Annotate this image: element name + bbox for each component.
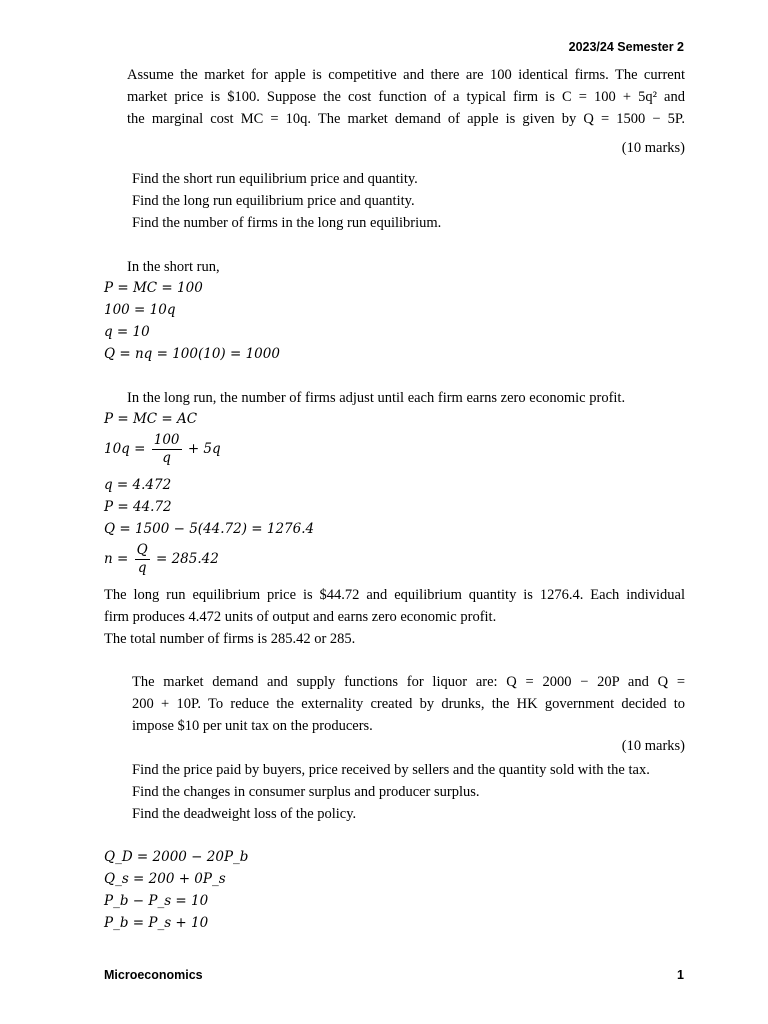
q2-eq-1: Q_D = 2000 − 20P_b	[104, 849, 249, 865]
q1-conclusion	[104, 584, 685, 650]
q2-eq-4: P_b = P_s + 10	[104, 915, 209, 931]
short-run-eq-4: Q = nq = 100(10) = 1000	[104, 346, 280, 362]
q2-marks: (10 marks)	[621, 738, 685, 754]
frac-100-over-q	[152, 432, 182, 467]
q1-task-3: Find the number of firms in the long run equilibrium.	[132, 215, 442, 231]
q2-task-3: Find the deadweight loss of the policy.	[132, 806, 357, 822]
short-run-intro: In the short run,	[127, 259, 220, 275]
q1-task-2: Find the long run equilibrium price and quantity.	[132, 193, 415, 209]
q2-tasks	[132, 759, 692, 825]
conclusion-line-3: The total number of firms is 285.42 or 285.	[104, 631, 356, 647]
q1-marks: (10 marks)	[621, 140, 685, 156]
frac-Q-over-q	[135, 542, 150, 577]
q1-tasks	[132, 168, 692, 234]
q2-intro-line-2: 200 + 10P. To reduce the externality created by drunks, the HK government decided to	[132, 696, 685, 712]
q1-intro-line-1: Assume the market for apple is competitive and there are 100 identical firms. The current	[127, 67, 685, 83]
footer-page-number: 1	[677, 968, 684, 982]
short-run-eq-3: q = 10	[104, 324, 150, 340]
q1-task-1: Find the short run equilibrium price and quantity.	[132, 171, 418, 187]
q1-intro	[127, 64, 685, 130]
n-frac-den: q	[137, 560, 147, 576]
frac-eq-left: 10q =	[104, 441, 146, 457]
q2-eq-3: P_b − P_s = 10	[104, 893, 209, 909]
short-run-eq-1: P = MC = 100	[104, 280, 203, 296]
q2-eq-2: Q_s = 200 + 0P_s	[104, 871, 226, 887]
long-run-eq-1: P = MC = AC	[104, 411, 198, 427]
q2-intro-line-1: The market demand and supply functions for liquor are: Q = 2000 − 20P and Q =	[132, 674, 685, 690]
q1-intro-line-2: market price is $100. Suppose the cost function of a typical firm is C = 100 + 5q² and	[127, 89, 685, 105]
frac-eq-right: + 5q	[187, 441, 221, 457]
n-eq	[104, 542, 219, 577]
frac-num: 100	[153, 432, 180, 448]
n-eq-right: = 285.42	[155, 551, 219, 567]
short-run-eq-2: 100 = 10q	[104, 302, 176, 318]
long-run-eq-4: Q = 1500 − 5(44.72) = 1276.4	[104, 521, 315, 537]
n-frac-num: Q	[136, 542, 148, 558]
conclusion-line-1: The long run equilibrium price is $44.72 and equilibrium quantity is 1276.4. Each individual	[104, 587, 685, 603]
frac-den: q	[162, 450, 171, 466]
conclusion-line-2: firm produces 4.472 units of output and earns zero economic profit.	[104, 609, 497, 625]
q2-intro	[132, 671, 685, 737]
n-eq-left: n =	[104, 551, 129, 567]
long-run-eq-3: P = 44.72	[104, 499, 172, 515]
q2-task-1: Find the price paid by buyers, price received by sellers and the quantity sold with the tax.	[132, 762, 650, 778]
footer-course: Microeconomics	[104, 968, 203, 982]
long-run-frac-eq	[104, 432, 221, 467]
long-run-eq-2: q = 4.472	[104, 477, 172, 493]
q2-task-2: Find the changes in consumer surplus and producer surplus.	[132, 784, 480, 800]
header-semester: 2023/24 Semester 2	[568, 40, 684, 54]
q2-intro-line-3: impose $10 per unit tax on the producers.	[132, 718, 373, 734]
q1-intro-line-3: the marginal cost MC = 10q. The market demand of apple is given by Q = 1500 − 5P.	[127, 111, 685, 127]
long-run-intro: In the long run, the number of firms adjust until each firm earns zero economic profit.	[127, 390, 626, 406]
